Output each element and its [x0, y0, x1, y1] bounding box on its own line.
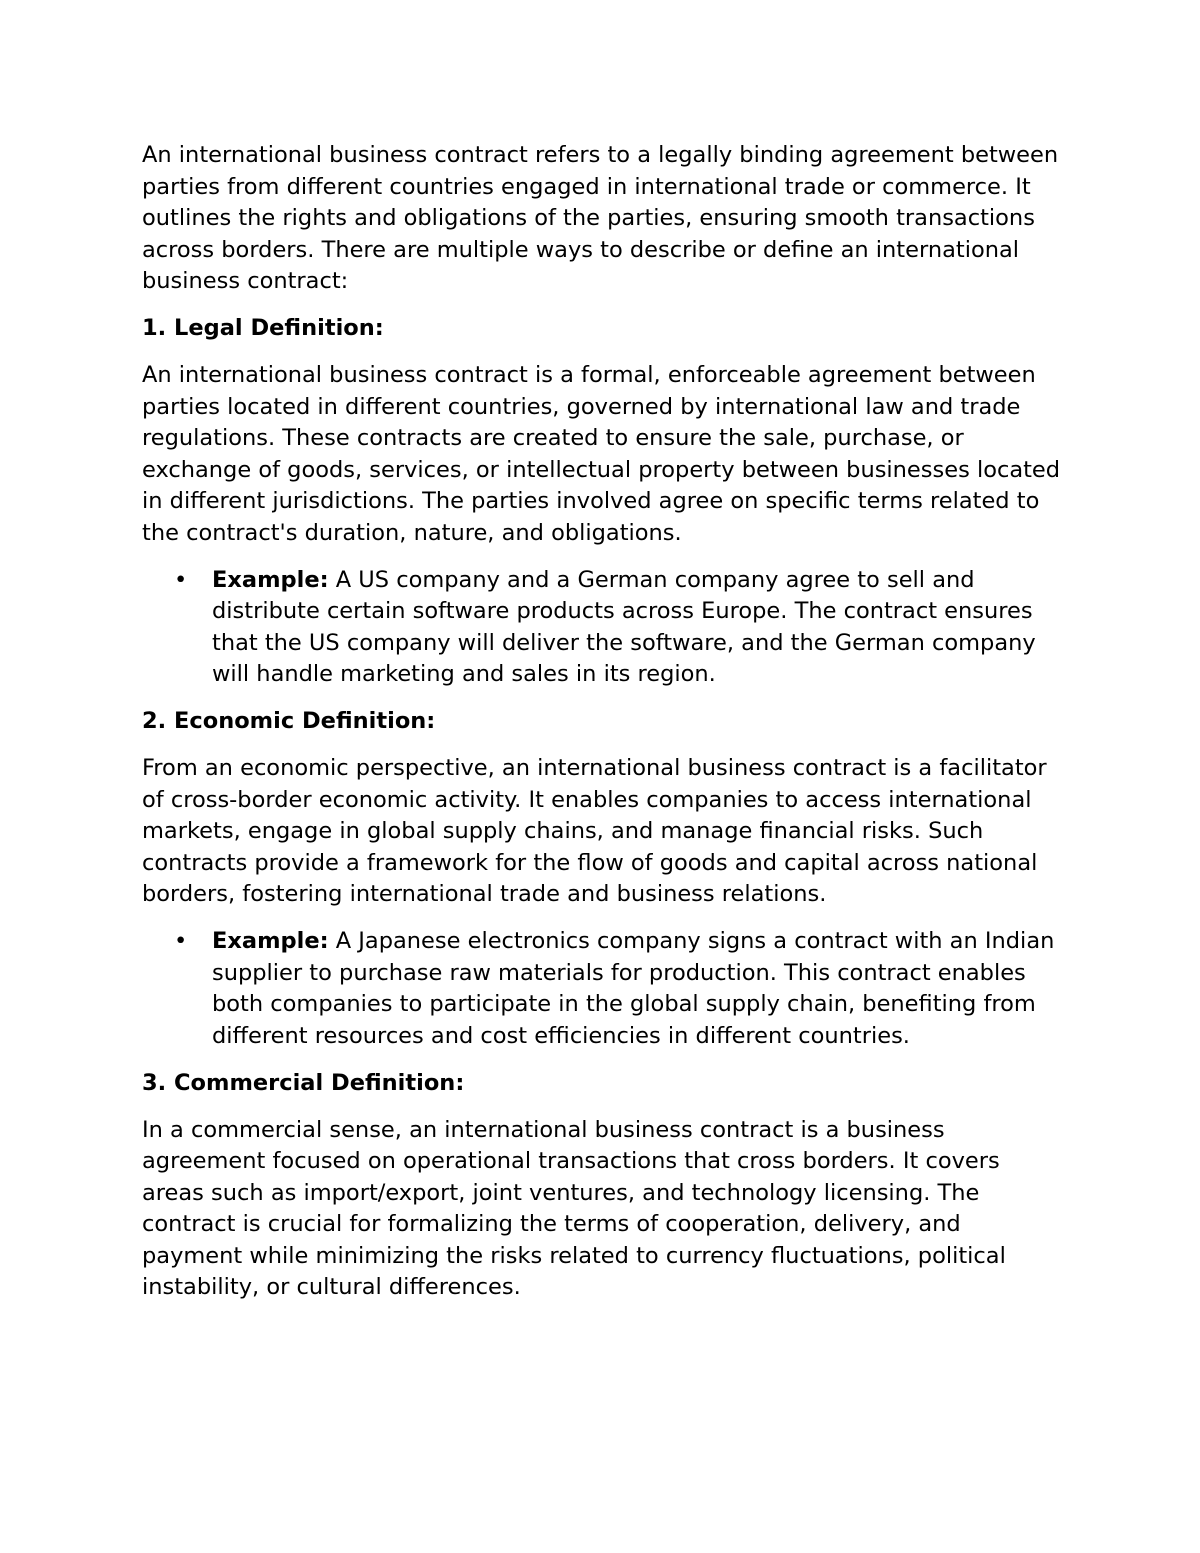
economic-definition-heading: 2. Economic Definition: [142, 708, 436, 734]
legal-definition-heading: 1. Legal Definition: [142, 315, 384, 341]
bullet-icon: • [174, 928, 188, 954]
list-item [174, 926, 1062, 1052]
commercial-definition-paragraph: In a commercial sense, an international business contract is a business agreement focused on operational transactions that cross borders. It covers areas such as import/export, joint ventures, and technology licensing. The contract is crucial for formalizing the terms of cooperation, delivery, and payment while minimizing the risks related to currency fluctuations, political instability, or cultural differences. [142, 1116, 1006, 1300]
example-text: A Japanese electronics company signs a contract with an Indian supplier to purchase raw materials for production. This contract enables both companies to participate in the global supply chain, benefiting from different resources and cost efficiencies in different countries. [212, 928, 1055, 1049]
economic-example-list [142, 926, 1062, 1052]
commercial-definition-heading: 3. Commercial Definition: [142, 1069, 465, 1096]
legal-example-list [142, 565, 1062, 691]
economic-definition-paragraph: From an economic perspective, an international business contract is a facilitator of cross-border economic activity. It enables companies to access international markets, engage in global supply chains, and manage financial risks. Such contracts provide a framework for the flow of goods and capital across national borders, fostering international trade and business relations. [142, 755, 1047, 907]
example-label: Example: [212, 566, 329, 593]
bullet-icon: • [174, 566, 188, 593]
example-text: A US company and a German company agree to sell and distribute certain software products across Europe. The contract ensures that the US company will deliver the software, and the German company will handle marketing and sales in its region. [212, 566, 1036, 687]
list-item [174, 565, 1062, 691]
document-page [142, 140, 1062, 1319]
example-label: Example: [212, 928, 329, 954]
legal-definition-paragraph: An international business contract is a formal, enforceable agreement between parties located in different countries, governed by international law and trade regulations. These contracts are created to ensure the sale, purchase, or exchange of goods, services, or intellectual property between businesses located in different jurisdictions. The parties involved agree on specific terms related to the contract's duration, nature, and obligations. [142, 362, 1061, 546]
intro-paragraph: An international business contract refers to a legally binding agreement between parties from different countries engaged in international trade or commerce. It outlines the rights and obligations of the parties, ensuring smooth transactions across borders. There are multiple ways to describe or define an international business contract: [142, 142, 1059, 294]
